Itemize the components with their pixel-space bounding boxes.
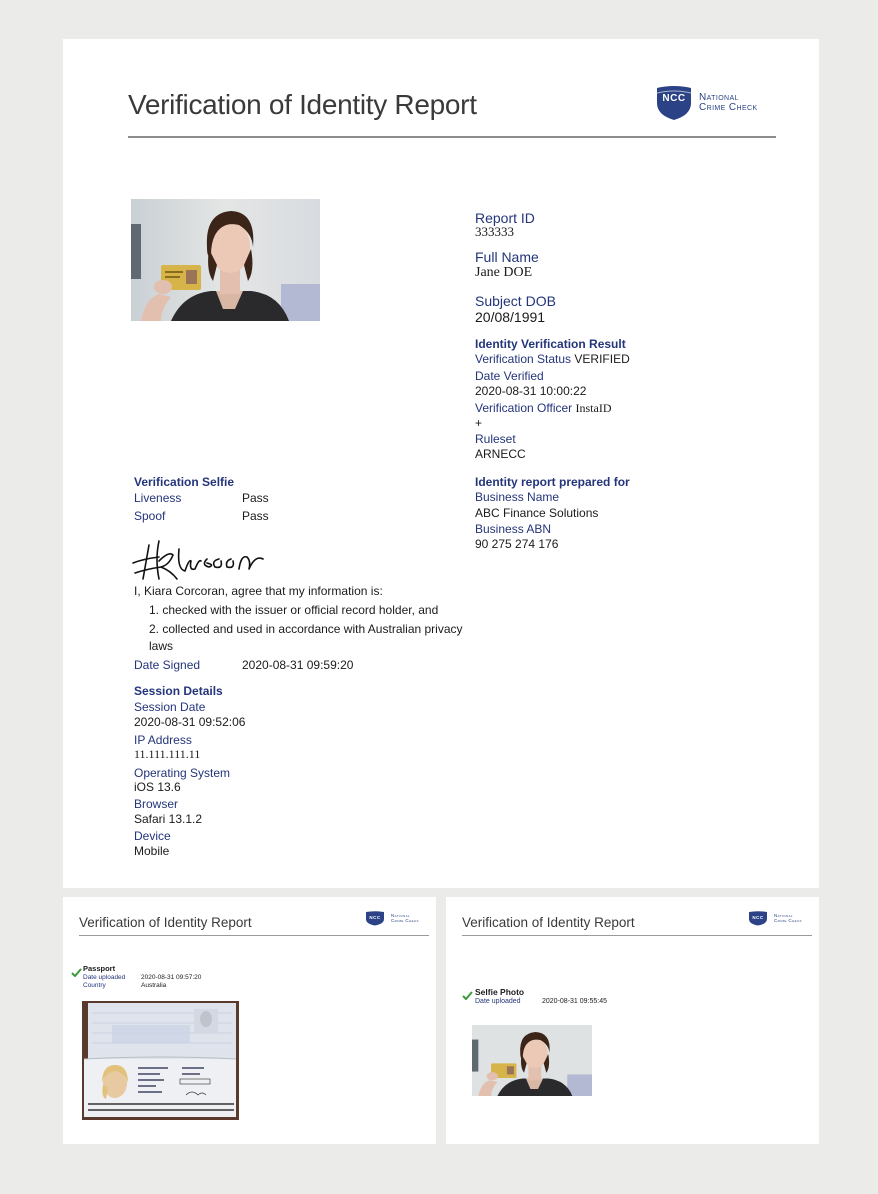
shield-icon: NCC — [748, 911, 768, 926]
selfie-photo-heading: Selfie Photo — [475, 987, 525, 997]
date-signed-value: 2020-08-31 09:59:20 — [242, 658, 354, 672]
country-label: Country — [83, 982, 106, 989]
selfie-photo — [472, 1025, 592, 1096]
logo-line-2: Crime Check — [391, 917, 419, 923]
country-value: Australia — [141, 982, 167, 989]
business-name-label: Business Name — [475, 490, 560, 504]
ncc-logo — [748, 911, 802, 926]
spoof-label: Spoof — [134, 509, 166, 523]
consent-item-2-cont: laws — [149, 639, 174, 653]
date-uploaded-label: Date uploaded — [475, 998, 521, 1005]
ip-address-label: IP Address — [134, 733, 192, 747]
prepared-for-heading: Identity report prepared for — [475, 475, 630, 489]
consent-intro: I, Kiara Corcoran, agree that my information is: — [134, 584, 383, 598]
logo-line-1: National — [391, 912, 411, 918]
report-id-value: 333333 — [475, 224, 514, 239]
ncc-logo — [655, 85, 758, 121]
signature — [129, 535, 269, 588]
date-uploaded-label: Date uploaded — [83, 974, 126, 981]
liveness-label: Liveness — [134, 491, 182, 505]
verification-selfie-heading: Verification Selfie — [134, 475, 235, 489]
page-title: Verification of Identity Report — [79, 915, 252, 930]
dob-value: 20/08/1991 — [475, 309, 546, 325]
os-label: Operating System — [134, 766, 231, 780]
full-name-value: Jane DOE — [475, 265, 533, 280]
logo-line-1: National — [699, 91, 739, 103]
title-divider — [462, 935, 812, 936]
ncc-logo — [365, 911, 419, 926]
device-value: Mobile — [134, 844, 170, 858]
verification-officer-value: InstaID — [575, 401, 612, 415]
date-verified-label: Date Verified — [475, 369, 544, 383]
logo-line-2: Crime Check — [699, 102, 758, 113]
browser-label: Browser — [134, 797, 179, 811]
browser-value: Safari 13.1.2 — [134, 812, 203, 826]
logo-line-1: National — [774, 912, 794, 918]
date-uploaded-value: 2020-08-31 09:57:20 — [141, 974, 202, 981]
date-verified-value: 2020-08-31 10:00:22 — [475, 384, 587, 398]
check-icon — [71, 964, 82, 982]
logo-line-2: Crime Check — [774, 917, 802, 923]
session-date-label: Session Date — [134, 700, 206, 714]
verification-status-value: VERIFIED — [574, 352, 630, 366]
passport-heading: Passport — [83, 964, 116, 973]
dob-label: Subject DOB — [475, 293, 556, 309]
check-icon — [462, 987, 473, 1005]
business-abn-value: 90 275 274 176 — [475, 537, 559, 551]
title-divider — [128, 136, 776, 138]
business-name-value: ABC Finance Solutions — [475, 506, 599, 520]
selfie-photo — [131, 199, 320, 321]
passport-photo — [82, 1001, 239, 1120]
title-divider — [79, 935, 429, 936]
consent-item-2: 2. collected and used in accordance with Australian privacy — [149, 622, 463, 636]
business-abn-label: Business ABN — [475, 522, 552, 536]
full-name-label: Full Name — [475, 249, 539, 265]
verification-officer-row: Verification Officer InstaID — [475, 401, 612, 415]
verification-officer-extra: + — [475, 416, 483, 430]
date-uploaded-value: 2020-08-31 09:55:45 — [542, 998, 607, 1005]
shield-icon: NCC — [365, 911, 385, 926]
date-signed-label: Date Signed — [134, 658, 201, 672]
report-id-label: Report ID — [475, 210, 535, 226]
page-title: Verification of Identity Report — [462, 915, 635, 930]
report-page-1 — [63, 39, 819, 888]
session-date-value: 2020-08-31 09:52:06 — [134, 715, 246, 729]
ruleset-value: ARNECC — [475, 447, 526, 461]
report-page-passport — [63, 897, 436, 1144]
report-page-selfie — [446, 897, 819, 1144]
session-details-heading: Session Details — [134, 684, 223, 698]
device-label: Device — [134, 829, 171, 843]
shield-icon: NCC — [655, 85, 693, 121]
verification-result-heading: Identity Verification Result — [475, 337, 626, 351]
consent-item-1: 1. checked with the issuer or official record holder, and — [149, 603, 439, 617]
verification-status-row: Verification Status VERIFIED — [475, 352, 630, 366]
page-title: Verification of Identity Report — [128, 89, 477, 120]
liveness-value: Pass — [242, 491, 269, 505]
os-value: iOS 13.6 — [134, 780, 181, 794]
spoof-value: Pass — [242, 509, 269, 523]
ip-address-value: 11.111.111.11 — [134, 747, 201, 761]
ruleset-label: Ruleset — [475, 432, 516, 446]
